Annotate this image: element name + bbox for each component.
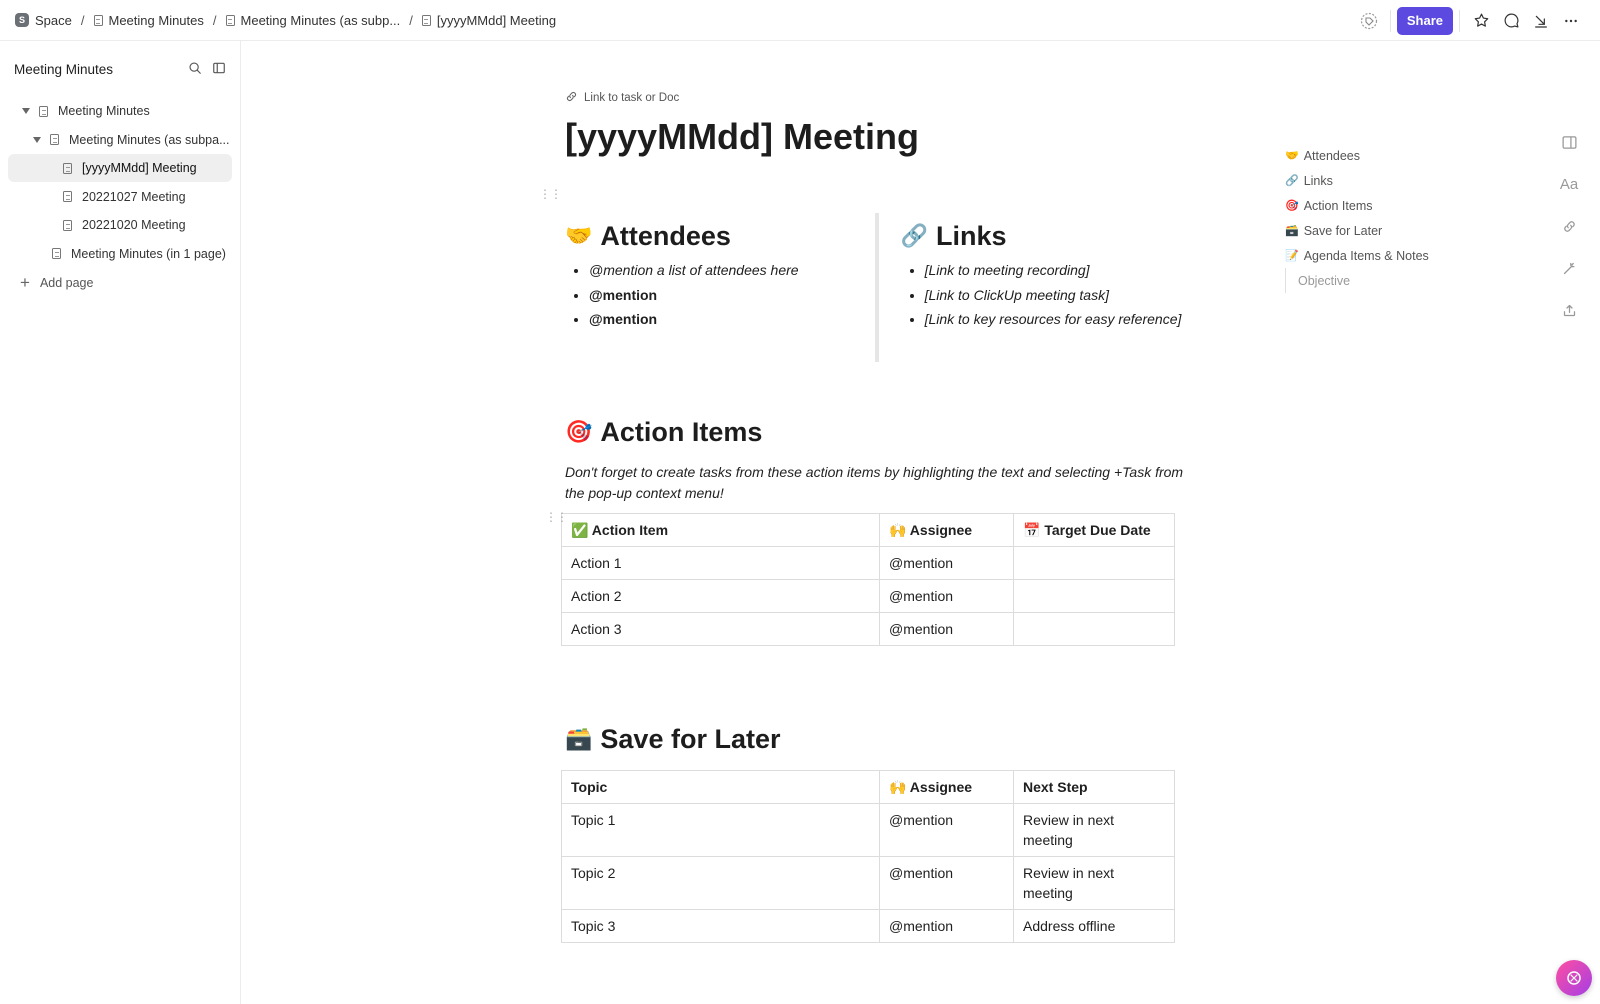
- column-header[interactable]: 🙌 Assignee: [880, 514, 1014, 547]
- heading-text: Links: [935, 220, 1007, 251]
- sidebar-item-20221020-meeting[interactable]: [8, 211, 232, 239]
- table-header-row: [562, 771, 1175, 804]
- table-cell[interactable]: @mention: [880, 613, 1014, 646]
- list-item[interactable]: • [Link to key resources for easy reference]: [925, 309, 1185, 330]
- attendees-column: [565, 213, 875, 362]
- breadcrumb-label: Meeting Minutes (as subp...: [240, 12, 401, 28]
- sidebar-header: [0, 41, 240, 97]
- action-items-table: [561, 513, 1175, 646]
- collapse-arrow-icon[interactable]: [1526, 6, 1556, 36]
- sidebar-item-label: 20221027 Meeting: [82, 189, 186, 204]
- plus-icon: +: [20, 272, 30, 292]
- sidebar-item-meeting-minutes[interactable]: [8, 97, 232, 125]
- add-page-button[interactable]: [8, 269, 232, 297]
- table-row: [562, 910, 1175, 943]
- search-icon[interactable]: [188, 61, 202, 78]
- share-button[interactable]: Share: [1397, 7, 1453, 35]
- save-for-later-section: [565, 716, 1185, 943]
- star-icon[interactable]: [1466, 6, 1496, 36]
- table-header-row: [562, 514, 1175, 547]
- heading-text: Action Items: [600, 416, 763, 447]
- handshake-icon: 🤝: [565, 223, 593, 248]
- sidebar-toggle-icon[interactable]: [212, 61, 226, 78]
- links-list: [901, 260, 1185, 330]
- link-task-button[interactable]: [565, 90, 679, 106]
- breadcrumb-separator: /: [80, 12, 85, 28]
- toc-item-attendees[interactable]: [1285, 143, 1485, 168]
- export-icon[interactable]: [1562, 298, 1577, 323]
- attendees-list: [565, 260, 875, 330]
- sidebar-header-actions: [188, 61, 226, 78]
- comment-icon[interactable]: [1496, 6, 1526, 36]
- column-header[interactable]: Topic: [562, 771, 880, 804]
- divider: [1459, 10, 1460, 32]
- column-header[interactable]: 🙌 Assignee: [880, 771, 1014, 804]
- more-icon[interactable]: [1556, 6, 1586, 36]
- table-row: [562, 613, 1175, 646]
- link-icon: [565, 90, 578, 106]
- table-cell[interactable]: Action 2: [562, 580, 880, 613]
- add-page-label: Add page: [39, 275, 94, 290]
- toc-label: Action Items: [1303, 198, 1373, 213]
- chevron-down-icon[interactable]: [33, 137, 41, 143]
- column-header[interactable]: Next Step: [1014, 771, 1175, 804]
- sidebar-item-label: Meeting Minutes: [58, 104, 150, 118]
- target-icon: 🎯: [565, 419, 593, 444]
- attendees-heading: [565, 218, 875, 254]
- sidebar-item-label: Meeting Minutes (as subpa...: [69, 132, 230, 147]
- magic-wand-icon[interactable]: [1562, 256, 1577, 281]
- sidebar-item-current-meeting[interactable]: [8, 154, 232, 182]
- toc-label: Save for Later: [1303, 223, 1383, 238]
- card-box-icon: 🗃️: [1285, 225, 1299, 237]
- breadcrumb-label: Meeting Minutes: [108, 12, 204, 28]
- sidebar: [0, 41, 241, 1004]
- action-items-note: Don't forget to create tasks from these action items by highlighting the text and selecting +Task from the pop-up context menu!: [565, 464, 1184, 501]
- table-cell[interactable]: Topic 2: [562, 857, 880, 910]
- list-item[interactable]: • @mention: [589, 309, 875, 330]
- card-box-icon: 🗃️: [565, 726, 593, 751]
- sidebar-title: Meeting Minutes: [14, 61, 114, 77]
- sidebar-item-label: Meeting Minutes (in 1 page): [71, 246, 226, 261]
- column-header[interactable]: ✅ Action Item: [562, 514, 880, 547]
- toc-item-links[interactable]: [1285, 168, 1485, 193]
- table-cell[interactable]: @mention: [880, 910, 1014, 943]
- table-row: [562, 580, 1175, 613]
- drag-handle-icon[interactable]: ⋮⋮: [539, 187, 561, 201]
- target-icon: 🎯: [1285, 200, 1299, 212]
- page-tree: [0, 97, 240, 297]
- table-of-contents: [1285, 143, 1485, 293]
- breadcrumb-separator: /: [212, 12, 217, 28]
- doc-icon: [226, 15, 235, 26]
- sparkle-icon: [1565, 969, 1583, 987]
- table-cell[interactable]: Action 1: [562, 547, 880, 580]
- table-cell[interactable]: Topic 1: [562, 804, 880, 857]
- table-cell[interactable]: Address offline: [1014, 910, 1175, 943]
- table-cell[interactable]: @mention: [880, 580, 1014, 613]
- column-header[interactable]: 📅 Target Due Date: [1014, 514, 1175, 547]
- table-cell[interactable]: Review in next meeting: [1014, 804, 1175, 857]
- list-item[interactable]: • @mention: [589, 285, 875, 306]
- list-item[interactable]: • [Link to meeting recording]: [925, 260, 1185, 281]
- divider: [1390, 10, 1391, 32]
- two-column-block: [565, 213, 1185, 362]
- doc-icon: [63, 163, 72, 174]
- top-actions: [1354, 0, 1586, 41]
- drag-handle-icon[interactable]: ⋮⋮: [545, 510, 567, 524]
- doc-icon: [39, 106, 48, 117]
- memo-icon: 📝: [1285, 250, 1299, 262]
- list-item[interactable]: • [Link to ClickUp meeting task]: [925, 285, 1185, 306]
- table-cell[interactable]: Review in next meeting: [1014, 857, 1175, 910]
- doc-icon: [63, 220, 72, 231]
- tag-icon[interactable]: [1354, 6, 1384, 36]
- breadcrumb-subpages[interactable]: [226, 13, 401, 28]
- breadcrumb-label: [yyyyMMdd] Meeting: [436, 12, 557, 28]
- sidebar-item-20221027-meeting[interactable]: [8, 183, 232, 211]
- toc-item-objective[interactable]: Objective: [1285, 268, 1485, 293]
- heading-text: Save for Later: [600, 723, 781, 754]
- panel-toggle-icon[interactable]: [1561, 130, 1578, 155]
- links-heading: [901, 218, 1185, 254]
- page-title[interactable]: [yyyyMMdd] Meeting: [565, 116, 920, 157]
- action-items-heading: [565, 414, 1185, 450]
- save-for-later-heading: [565, 721, 1185, 757]
- breadcrumb-current-doc[interactable]: [422, 13, 556, 28]
- right-rail: [1554, 130, 1584, 323]
- toc-label: Attendees: [1303, 148, 1360, 163]
- save-for-later-table: [561, 770, 1175, 943]
- heading-text: Attendees: [600, 220, 731, 251]
- top-bar: [0, 0, 1600, 41]
- link-icon: 🔗: [900, 223, 928, 248]
- toc-item-save-for-later[interactable]: [1285, 218, 1485, 243]
- sidebar-item-meeting-minutes-one-page[interactable]: [8, 240, 232, 268]
- link-icon[interactable]: [1562, 214, 1577, 239]
- table-cell[interactable]: Action 3: [562, 613, 880, 646]
- list-item[interactable]: • @mention a list of attendees here: [589, 260, 875, 281]
- link-task-label: Link to task or Doc: [584, 92, 680, 104]
- doc-icon: [94, 15, 103, 26]
- link-icon: 🔗: [1285, 175, 1299, 187]
- toc-item-agenda[interactable]: [1285, 243, 1485, 268]
- table-cell[interactable]: @mention: [880, 547, 1014, 580]
- sidebar-item-label: [yyyyMMdd] Meeting: [82, 161, 197, 176]
- doc-icon: [63, 191, 72, 202]
- sidebar-item-meeting-minutes-subpages[interactable]: [8, 126, 232, 154]
- table-row: [562, 804, 1175, 857]
- breadcrumb-label: Space: [35, 12, 72, 28]
- doc-icon: [52, 248, 61, 259]
- breadcrumb-space[interactable]: [15, 13, 72, 28]
- table-cell[interactable]: [1014, 580, 1175, 613]
- doc-icon: [422, 15, 431, 26]
- table-cell[interactable]: @mention: [880, 804, 1014, 857]
- table-cell[interactable]: @mention: [880, 857, 1014, 910]
- space-avatar: S: [15, 13, 29, 27]
- table-row: [562, 857, 1175, 910]
- breadcrumb-separator: /: [409, 12, 413, 28]
- handshake-icon: 🤝: [1285, 150, 1299, 162]
- links-column: [875, 213, 1185, 362]
- breadcrumb: [15, 13, 556, 28]
- toc-label: Links: [1303, 173, 1333, 188]
- toc-label: Agenda Items & Notes: [1303, 248, 1429, 263]
- toc-item-action-items[interactable]: [1285, 193, 1485, 218]
- ai-assistant-button[interactable]: [1556, 960, 1592, 996]
- action-items-section: [545, 409, 1185, 646]
- chevron-down-icon[interactable]: [22, 108, 30, 114]
- table-cell[interactable]: [1014, 547, 1175, 580]
- table-cell[interactable]: [1014, 613, 1175, 646]
- sidebar-item-label: 20221020 Meeting: [82, 218, 186, 233]
- breadcrumb-meeting-minutes[interactable]: [94, 13, 204, 28]
- font-settings-icon[interactable]: Aa: [1559, 176, 1579, 193]
- table-cell[interactable]: Topic 3: [562, 910, 880, 943]
- table-row: [562, 547, 1175, 580]
- doc-icon: [50, 134, 59, 145]
